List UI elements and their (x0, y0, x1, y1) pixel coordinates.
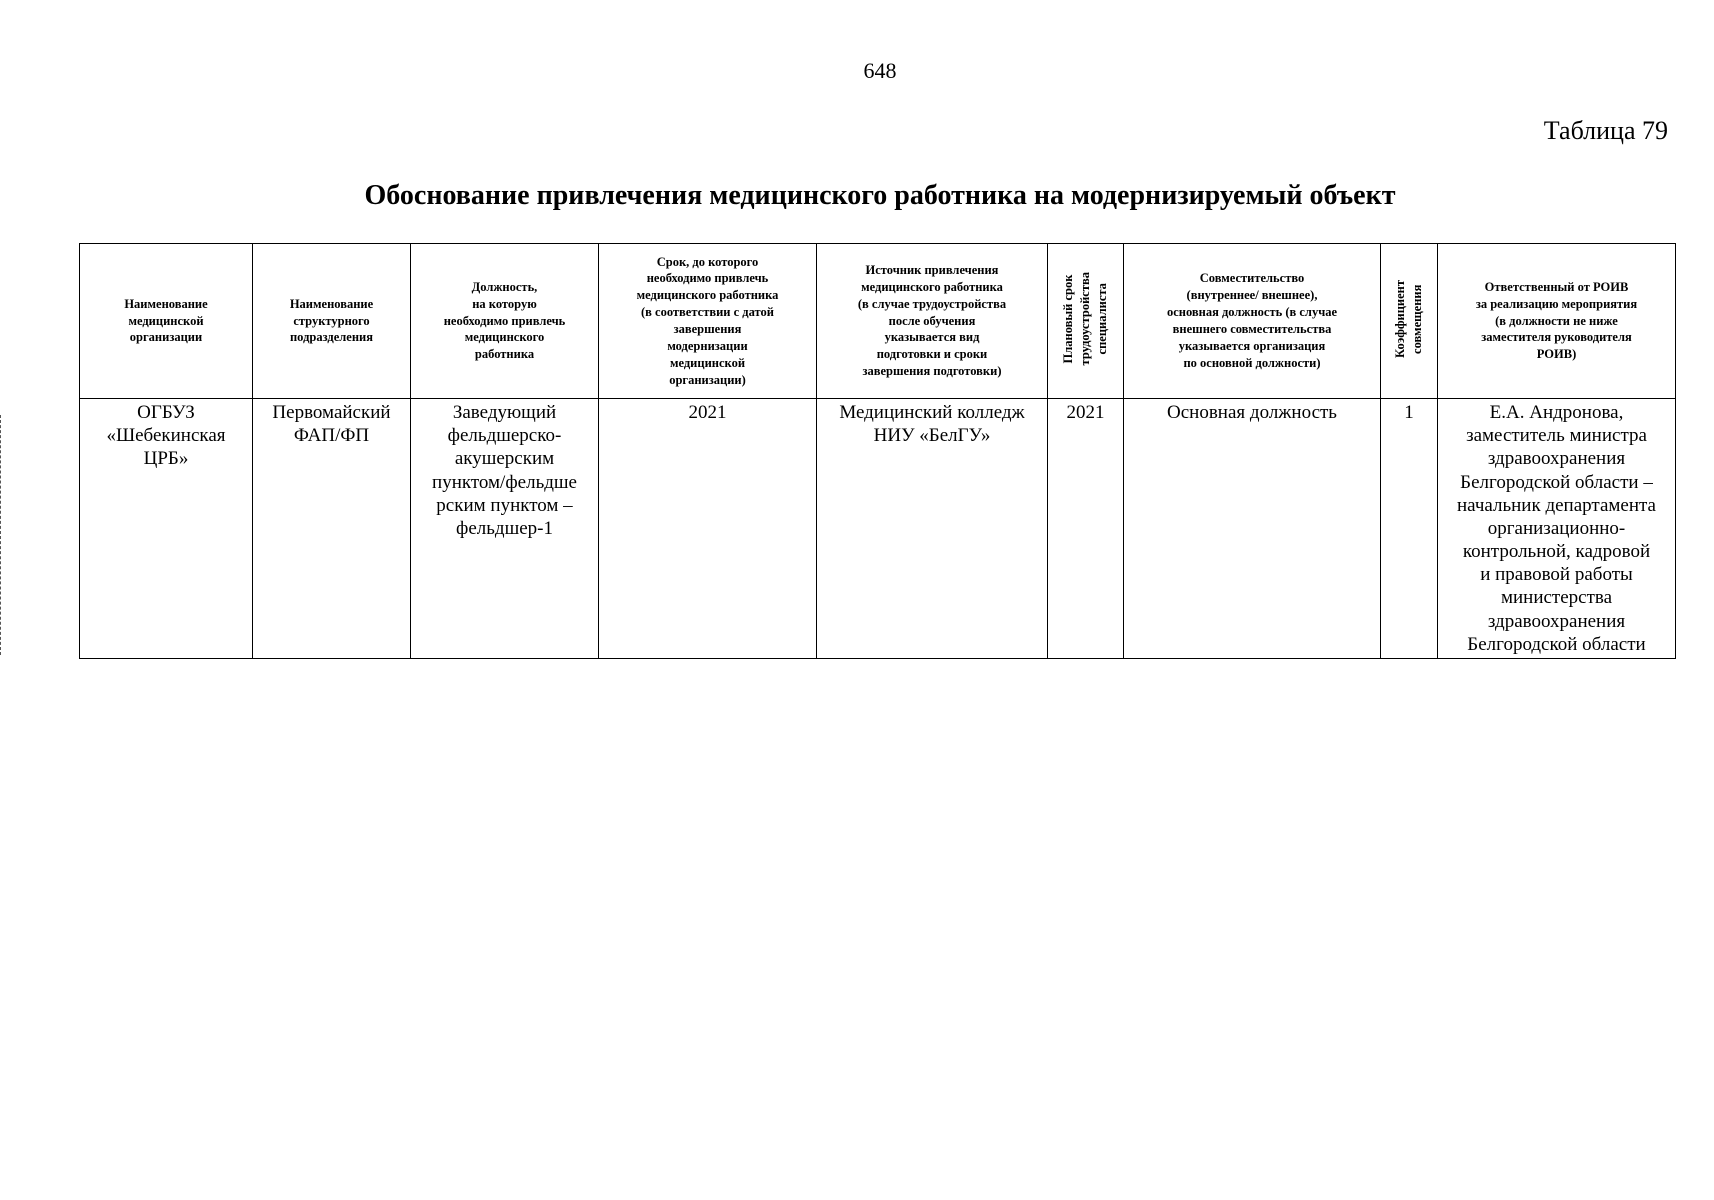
cell-coefficient: 1 (1381, 399, 1438, 659)
header-organization: Наименование медицинской организации (80, 244, 253, 399)
scan-edge-mark (0, 415, 3, 655)
header-combination: Совместительство (внутреннее/ внешнее), основная должность (в случае внешнего совместительства указывается организация по основной должности) (1124, 244, 1381, 399)
cell-planned-term: 2021 (1048, 399, 1124, 659)
cell-deadline: 2021 (599, 399, 817, 659)
cell-division: Первомайский ФАП/ФП (253, 399, 411, 659)
table-header-row (80, 244, 1676, 399)
page-number: 648 (863, 58, 897, 83)
header-deadline: Срок, до которого необходимо привлечь медицинского работника (в соответствии с датой завершения модернизации медицинской организации) (599, 244, 817, 399)
cell-responsible: Е.А. Андронова, заместитель министра здравоохранения Белгородской области – начальник департамента организационно- контрольной, кадровой и правовой работы министерства здравоохранения Белгородской области (1438, 399, 1676, 659)
header-division: Наименование структурного подразделения (253, 244, 411, 399)
cell-combination: Основная должность (1124, 399, 1381, 659)
header-planned-term: Плановый срок трудоустройства специалиста (1048, 244, 1124, 399)
cell-organization: ОГБУЗ «Шебекинская ЦРБ» (80, 399, 253, 659)
cell-source: Медицинский колледж НИУ «БелГУ» (817, 399, 1048, 659)
justification-table (79, 243, 1676, 659)
table-row (80, 399, 1676, 659)
table-label: Таблица 79 (1543, 116, 1668, 145)
header-source: Источник привлечения медицинского работника (в случае трудоустройства после обучения указывается вид подготовки и сроки завершения подготовки) (817, 244, 1048, 399)
header-responsible: Ответственный от РОИВ за реализацию мероприятия (в должности не ниже заместителя руководителя РОИВ) (1438, 244, 1676, 399)
header-position: Должность, на которую необходимо привлечь медицинского работника (411, 244, 599, 399)
document-title: Обоснование привлечения медицинского работника на модернизируемый объект (364, 180, 1396, 211)
cell-position: Заведующий фельдшерско- акушерским пунктом/фельдше рским пунктом – фельдшер-1 (411, 399, 599, 659)
header-coefficient: Коэффициент совмещения (1381, 244, 1438, 399)
